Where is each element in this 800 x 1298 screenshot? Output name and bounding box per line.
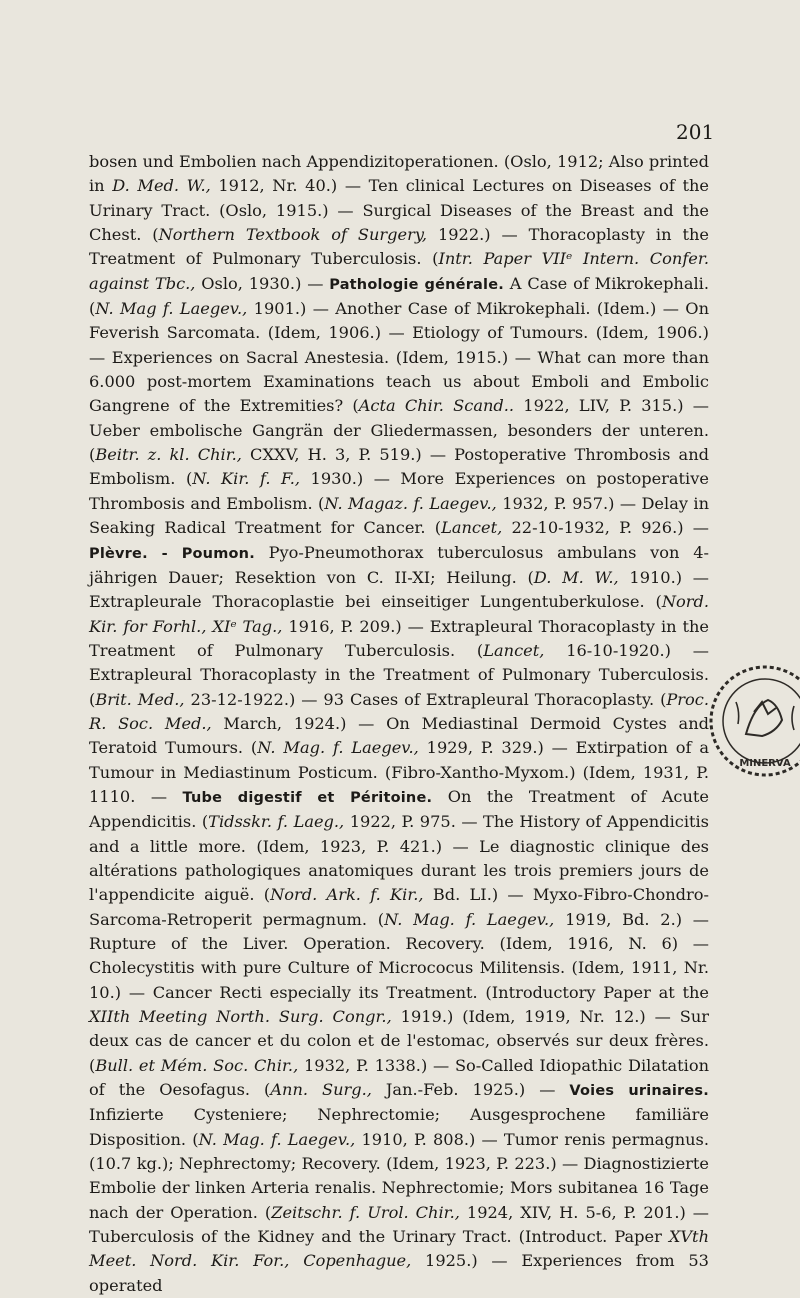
- citation-source: Intr. Paper VIIᵉ Intern. Confer. against Tbc.,: [89, 249, 709, 293]
- citation-source: XVth Meet. Nord. Kir. For., Copenhague,: [89, 1227, 709, 1271]
- text-paragraph: [89, 150, 709, 1298]
- section-heading: Plèvre. - Poumon.: [89, 545, 255, 562]
- text-run: 1919.) (Idem, 1919, Nr. 12.) — Sur deux cas de cancer et du colon et de l'estomac, observés sur deux frères. (: [89, 1007, 709, 1075]
- citation-source: D. Med. W.,: [112, 176, 211, 196]
- text-run: 1925.) — Experiences from 53 operated: [89, 1251, 709, 1295]
- section-heading: Pathologie générale.: [329, 276, 504, 293]
- citation-source: D. M. W.,: [533, 567, 619, 587]
- text-run: 1930.) — More Experiences on postoperative Thrombosis and Embolism. (: [89, 469, 709, 513]
- citation-source: Nord. Ark. f. Kir.,: [270, 885, 424, 905]
- citation-source: Nord. Kir. for Forhl., XIᵉ Tag.,: [89, 592, 709, 636]
- library-stamp: [706, 662, 800, 780]
- citation-source: N. Magaz. f. Laegev.,: [324, 493, 497, 513]
- text-run: A Case of Mikrokephali. (: [89, 273, 710, 319]
- citation-source: Proc. R. Soc. Med.,: [89, 689, 709, 733]
- section-heading: Voies urinaires.: [569, 1083, 709, 1100]
- text-run: CXXV, H. 3, P. 519.) — Postoperative Thrombosis and Embolism. (: [89, 445, 709, 489]
- text-run: On the Treatment of Acute Appendicitis. (: [89, 786, 709, 832]
- citation-source: Acta Chir. Scand..: [358, 396, 515, 416]
- text-run: 1919, Bd. 2.) — Rupture of the Liver. Operation. Recovery. (Idem, 1916, N. 6) — Cholecystitis with pure Culture of Micrococus Militensis. (Idem, 1911, Nr. 10.) — Cancer Recti especially its Treatment. (Introductory Paper at the: [89, 909, 709, 1002]
- stamp-text: MINERVA: [739, 758, 791, 769]
- text-run: 1922, LIV, P. 315.) — Ueber embolische Gangrän der Gliedermassen, besonders der unteren. (: [89, 396, 709, 465]
- text-run: 1901.) — Another Case of Mikrokephali. (Idem.) — On Feverish Sarcomata. (Idem, 1906.) — Etiology of Tumours. (Idem, 1906.) — Experiences on Sacral Anestesia. (Idem, 1915.) — What can more than 6.000 post-mortem Examinations teach us about Emboli and Embolic Gangrene of the Extremities? (: [89, 299, 709, 416]
- text-run: 23-12-1922.) — 93 Cases of Extrapleural Thoracoplasty. (: [184, 689, 667, 709]
- text-run: 1932, P. 1338.) — So-Called Idiopathic Dilatation of the Oesofagus. (: [89, 1055, 709, 1100]
- citation-source: N. Kir. f. F.,: [192, 469, 301, 489]
- text-run: 1922.) — Thoracoplasty in the Treatment of Pulmonary Tuberculosis. (: [89, 225, 709, 269]
- text-run: Oslo, 1930.) —: [195, 273, 330, 293]
- text-run: 1922, P. 975. — The History of Appendicitis and a little more. (Idem, 1923, P. 421.) — Le diagnostic clinique des altérations pathologiques anatomiques durant les trois premiers jours de l'appendicite aiguë. (: [89, 812, 709, 905]
- citation-source: Bull. et Mém. Soc. Chir.,: [95, 1055, 299, 1075]
- text-run: 1910, P. 808.) — Tumor renis permagnus. (10.7 kg.); Nephrectomy; Recovery. (Idem, 1923, P. 223.) — Diagnostizierte Embolie der linken Arteria renalis. Nephrectomie; Mors subitanea 16 Tage nach der Operation. (: [89, 1129, 709, 1222]
- text-run: 1932, P. 957.) — Delay in Seaking Radical Treatment for Cancer. (: [89, 493, 709, 538]
- text-run: 1912, Nr. 40.) — Ten clinical Lectures on Diseases of the Urinary Tract. (Oslo, 1915.) — Surgical Diseases of the Breast and the Chest. (: [89, 176, 709, 245]
- text-run: Infizierte Cysteniere; Nephrectomie; Ausgesprochene familiäre Disposition. (: [89, 1105, 709, 1149]
- citation-source: XIIth Meeting North. Surg. Congr.,: [89, 1007, 392, 1027]
- citation-source: Brit. Med.,: [95, 689, 185, 709]
- text-run: March, 1924.) — On Mediastinal Dermoid Cystes and Teratoid Tumours. (: [89, 713, 709, 758]
- citation-source: Ann. Surg.,: [270, 1080, 372, 1100]
- citation-source: Zeitschr. f. Urol. Chir.,: [271, 1202, 460, 1222]
- text-run: 22-10-1932, P. 926.) —: [502, 518, 709, 538]
- citation-source: Lancet,: [441, 518, 503, 538]
- citation-source: Beitr. z. kl. Chir.,: [95, 445, 242, 465]
- page-number: 201: [676, 120, 715, 144]
- citation-source: Northern Textbook of Surgery,: [158, 225, 427, 245]
- citation-source: Tidsskr. f. Laeg.,: [208, 812, 345, 832]
- text-run: 1910.) — Extrapleurale Thoracoplastie bei einseitiger Lungentuberkulose. (: [89, 567, 709, 612]
- citation-source: N. Mag. f. Laegev.,: [384, 909, 555, 929]
- text-run: Bd. LI.) — Myxo-Fibro-Chondro-Sarcoma-Retroperit permagnum. (: [89, 885, 709, 929]
- body-text: [89, 150, 709, 1298]
- section-heading: Tube digestif et Péritoine.: [182, 789, 433, 806]
- citation-source: N. Mag. f. Laegev.,: [257, 738, 419, 758]
- text-run: Pyo-Pneumothorax tuberculosus ambulans von 4-jährigen Dauer; Resektion von C. II-XI; Heilung. (: [89, 542, 709, 587]
- text-run: 1924, XIV, H. 5-6, P. 201.) — Tuberculosis of the Kidney and the Urinary Tract. (Introduct. Paper: [89, 1202, 709, 1247]
- citation-source: N. Mag. f. Laegev.,: [198, 1129, 356, 1149]
- citation-source: Lancet,: [483, 640, 545, 660]
- citation-source: N. Mag f. Laegev.,: [95, 299, 248, 319]
- text-run: 1916, P. 209.) — Extrapleural Thoracoplasty in the Treatment of Pulmonary Tuberculosis. (: [89, 616, 710, 660]
- text-run: 1929, P. 329.) — Extirpation of a Tumour in Mediastinum Posticum. (Fibro-Xantho-Myxom.) (Idem, 1931, P. 1110. —: [89, 738, 709, 806]
- text-run: 16-10-1920.) — Extrapleural Thoracoplasty in the Treatment of Pulmonary Tuberculosis. (: [89, 640, 709, 709]
- text-run: Jan.-Feb. 1925.) —: [371, 1080, 570, 1100]
- text-run: bosen und Embolien nach Appendizitoperationen. (Oslo, 1912; Also printed in: [89, 152, 709, 196]
